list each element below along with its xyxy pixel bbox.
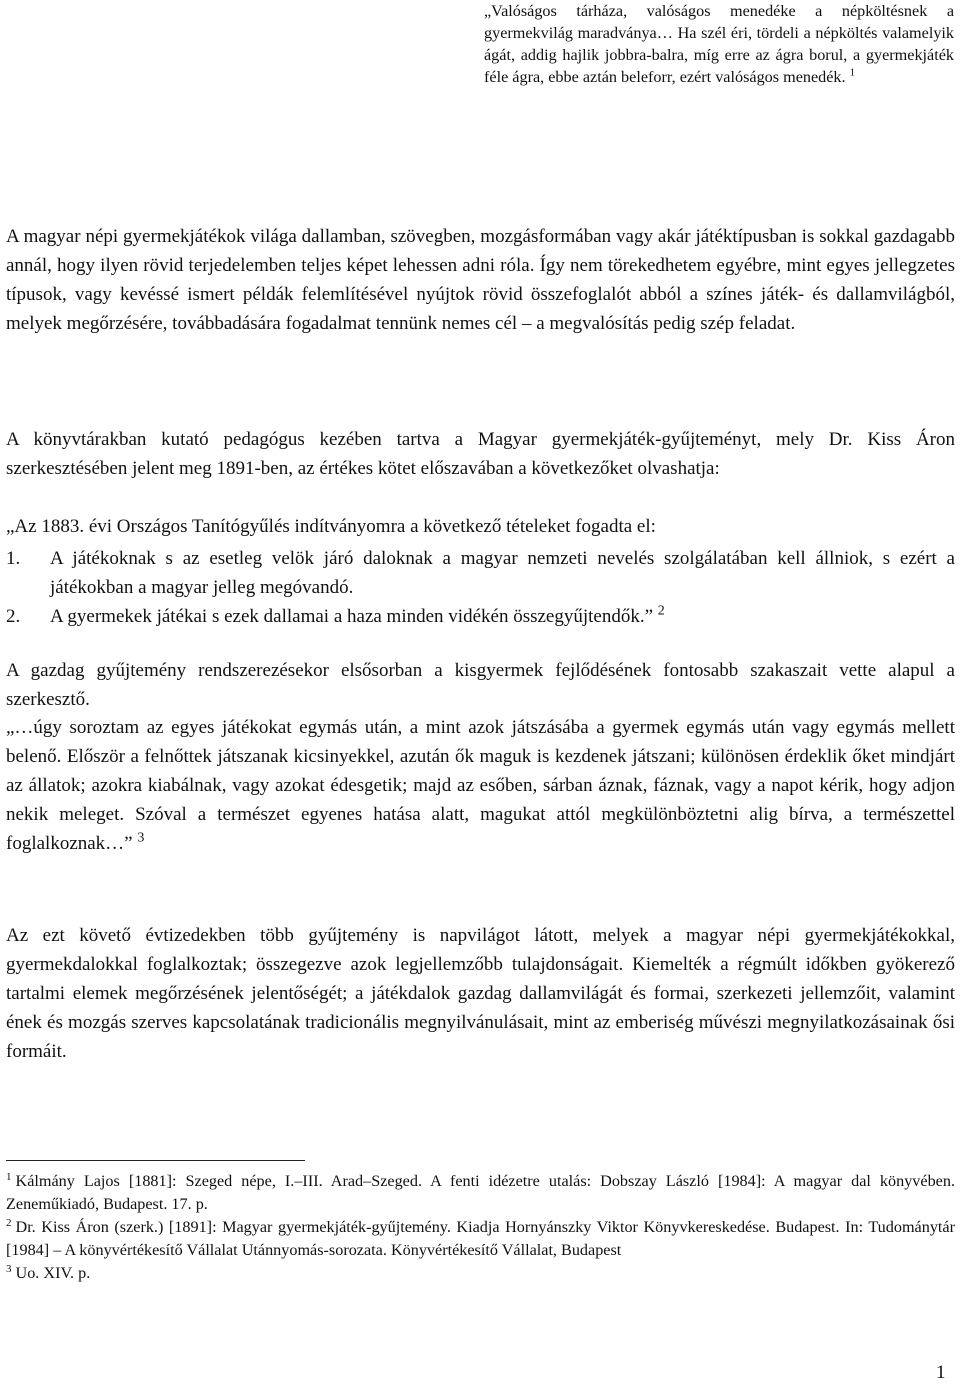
footnote-ref-1[interactable]: 1 (849, 66, 856, 79)
epigraph-text: „Valóságos tárháza, valóságos menedéke a népköltésnek a gyermekvilág maradványa… Ha szél éri, tördeli a népköltés valamelyik ágát, addig hajlik jobbra-balra, míg erre az ágra borul, a gyermekjáték féle ágra, ebbe aztán beleforr, ezért valóságos menedék. (484, 2, 954, 86)
footnote-2 (6, 1216, 955, 1262)
paragraph-library: A könyvtárakban kutató pedagógus kezében tartva a Magyar gyermekjáték-gyűjteményt, mely Dr. Kiss Áron szerkesztésében jelent meg 1891-ben, az értékes kötet előszavában a következőket olvashatja: (6, 429, 955, 479)
paragraph-intro: A magyar népi gyermekjátékok világa dallamban, szövegben, mozgásformában vagy akár játéktípusban is sokkal gazdagabb annál, hogy ilyen rövid terjedelemben teljes képet lehessen adni róla. Így nem törekedhetem egyébre, mint egyes jellegzetes típusok, vagy kevéssé ismert példák felemlítésével nyújtok rövid összefoglalót abból a színes játék- és dallamvilágból, melyek megőrzésére, továbbadására fogadalmat tennünk nemes cél – a megvalósítás pedig szép feladat. (6, 226, 955, 334)
footnote-number: 2 (6, 1216, 12, 1229)
list-item-number: 2. (6, 606, 21, 627)
page-number: 1 (936, 1362, 946, 1383)
paragraph-later-collections: Az ezt követő évtizedekben több gyűjtemény is napvilágot látott, melyek a magyar népi gyermekjátékokkal, gyermekdalokkal foglalkoztak; összegezve azok legjellemzőbb tulajdonságait. Kiemelték a régmúlt időkben gyökerező tartalmi elemek megőrzésének jelentőségét; a játékdalok gazdag dallamvilágát és formai, szerkezeti jellemzőit, valamint ének és mozgás szerves kapcsolatának tradicionális megnyilvánulásait, mint az emberiség művészi megnyilatkozásainak ősi formáit. (6, 925, 955, 1062)
footnote-divider (6, 1160, 305, 1161)
list-item-text: A játékoknak s az esetleg velök járó daloknak a magyar nemzeti nevelés szolgálatában kell állniok, s ezért a játékokban a magyar jelleg megóvandó. (50, 548, 955, 598)
editor-quote-text: „…úgy soroztam az egyes játékokat egymás után, a mint azok játszásába a gyermek egymás után vagy egymás mellett belenő. Először a felnőttek játszanak kicsinyekkel, azután ők maguk is kezdenek játszani; különösen érdeklik őket mindjárt az állatok; azokra kiabálnak, vagy azokat édesgetik; majd az esőben, sárban áznak, fáznak, vagy a napot kérik, hogy adjon nekik meleget. Szóval a természet egyenes hatása alatt, magukat attól megkülönböztetni alig bírva, a természettel foglalkoznak…” (6, 717, 955, 854)
footnote-text: Uo. XIV. p. (15, 1264, 91, 1282)
footnote-ref-3[interactable]: 3 (137, 830, 145, 846)
footnote-text: Kálmány Lajos [1881]: Szeged népe, I.–III. Arad–Szeged. A fenti idézetre utalás: Dobszay László [1984]: A magyar dal könyvében. Zeneműkiadó, Budapest. 17. p. (6, 1172, 955, 1213)
footnote-number: 1 (6, 1170, 12, 1183)
epigraph-quote (484, 0, 954, 88)
footnote-ref-2[interactable]: 2 (657, 603, 665, 619)
footnotes (6, 1170, 955, 1285)
footnote-3 (6, 1262, 955, 1285)
paragraph-quote-intro: „Az 1883. évi Országos Tanítógyűlés indítványomra a következő tételeket fogadta el: (6, 516, 656, 537)
footnote-text: Dr. Kiss Áron (szerk.) [1891]: Magyar gyermekjáték-gyűjtemény. Kiadja Hornyánszky Viktor Könyvkereskedése. Budapest. In: Tudománytár [1984] – A könyvértékesítő Vállalat Utánnyomás-sorozata. Könyvértékesítő Vállalat, Budapest (6, 1218, 955, 1259)
list-item (6, 544, 955, 602)
footnote-number: 3 (6, 1262, 12, 1275)
paragraph-editor-quote (6, 713, 955, 858)
list-item-text: A gyermekek játékai s ezek dallamai a haza minden vidékén összegyűjtendők.” (50, 606, 654, 627)
paragraph-collection: A gazdag gyűjtemény rendszerezésekor elsősorban a kisgyermek fejlődésének fontosabb szakaszait vette alapul a szerkesztő. (6, 660, 955, 710)
resolution-list (6, 544, 955, 631)
list-item-number: 1. (6, 548, 21, 569)
list-item (6, 602, 955, 631)
footnote-1 (6, 1170, 955, 1216)
